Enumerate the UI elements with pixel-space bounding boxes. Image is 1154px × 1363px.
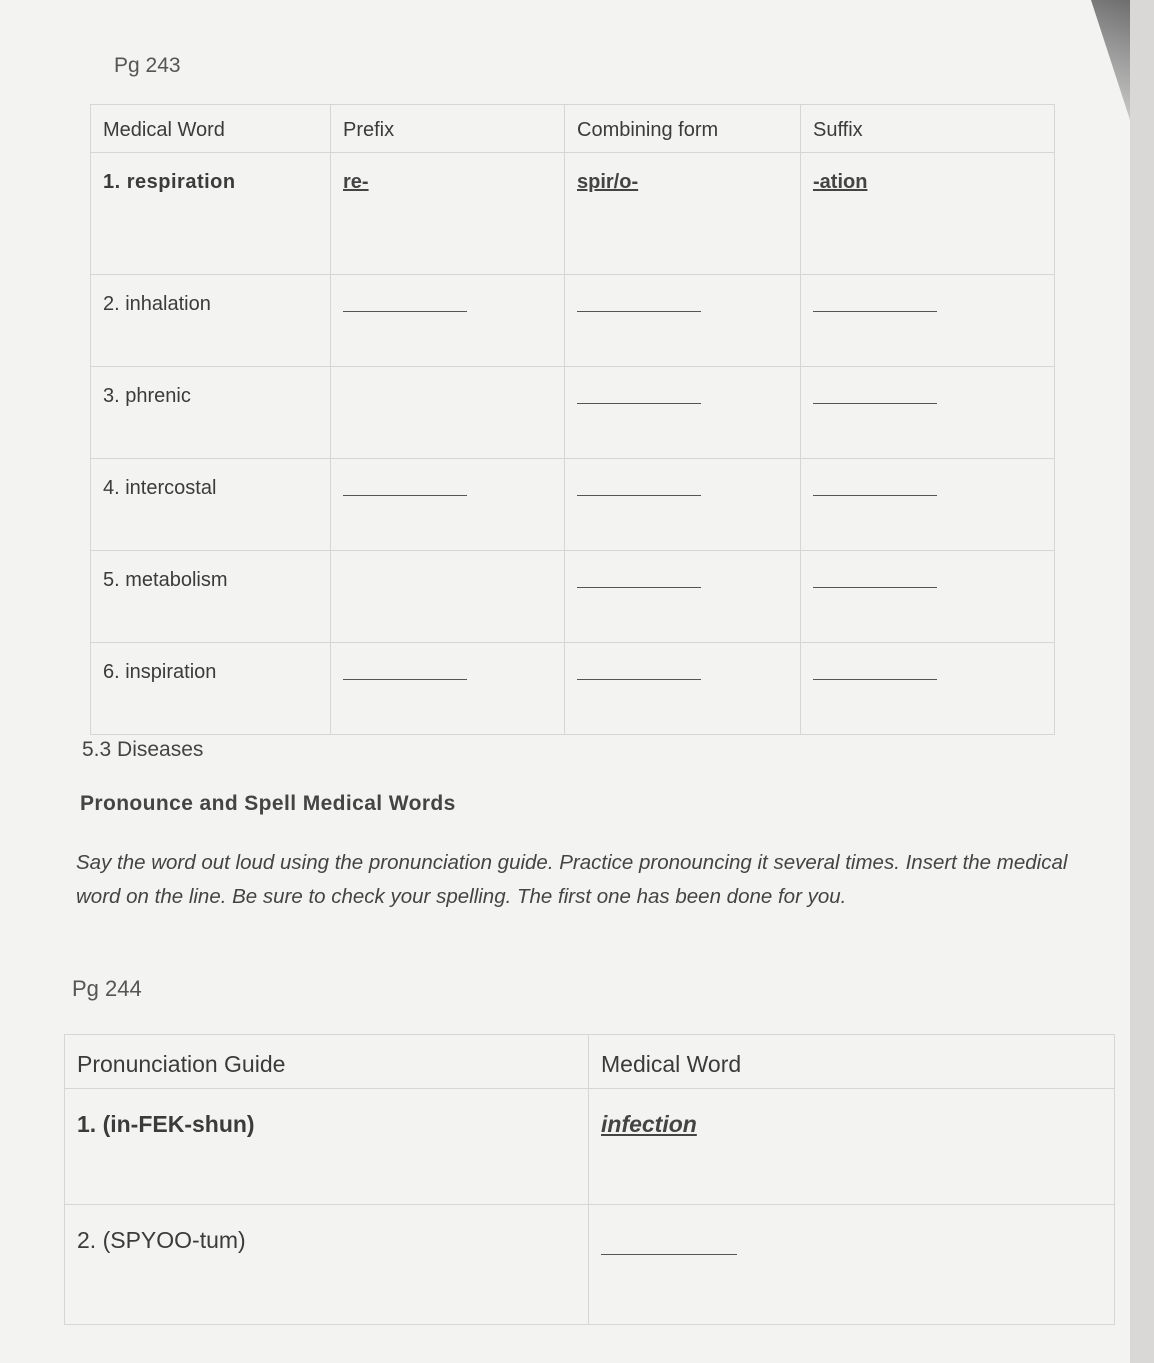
answer-blank-line[interactable] <box>601 1253 737 1255</box>
combining-answer-cell[interactable] <box>565 459 801 551</box>
answer-blank-line[interactable] <box>813 678 937 680</box>
prefix-empty-cell <box>331 551 565 643</box>
answer-blank-line[interactable] <box>343 310 467 312</box>
table-row <box>65 1205 1115 1325</box>
medical-word: 1. respiration <box>103 171 236 193</box>
table-row <box>91 275 1055 367</box>
medical-word-cell <box>91 367 331 459</box>
answer-blank-line[interactable] <box>813 586 937 588</box>
suffix-answer-cell[interactable] <box>801 275 1055 367</box>
combining-answer: spir/o- <box>577 171 639 193</box>
medical-word-cell <box>91 153 331 275</box>
suffix-answer-cell[interactable] <box>801 643 1055 735</box>
medical-word-cell <box>91 459 331 551</box>
column-header: Suffix <box>801 105 1055 153</box>
section-heading: 5.3 Diseases <box>82 738 204 761</box>
medical-word: 2. inhalation <box>103 293 211 315</box>
answer-blank-line[interactable] <box>577 586 701 588</box>
medical-word-answer-cell[interactable] <box>589 1205 1115 1325</box>
medical-word: 5. metabolism <box>103 569 228 591</box>
medical-word-cell <box>589 1089 1115 1205</box>
page-label-243: Pg 243 <box>114 54 181 77</box>
prefix-answer-cell[interactable] <box>331 459 565 551</box>
word-parts-table <box>90 104 1055 735</box>
column-header: Medical Word <box>91 105 331 153</box>
table-header-row <box>65 1035 1115 1089</box>
table-header-row <box>91 105 1055 153</box>
page-label-244: Pg 244 <box>72 976 142 1001</box>
answer-blank-line[interactable] <box>577 402 701 404</box>
answer-blank-line[interactable] <box>577 310 701 312</box>
medical-word: 6. inspiration <box>103 661 217 683</box>
combining-answer-cell[interactable] <box>565 643 801 735</box>
subsection-title: Pronounce and Spell Medical Words <box>80 792 456 815</box>
medical-word-cell <box>91 643 331 735</box>
prefix-answer-cell[interactable] <box>331 643 565 735</box>
instructions-text: Say the word out loud using the pronunciation guide. Practice pronouncing it several times. Insert the medical word on the line. Be sure to check your spelling. The first one has been done for you. <box>76 851 1068 908</box>
answer-blank-line[interactable] <box>813 494 937 496</box>
answer-blank-line[interactable] <box>343 678 467 680</box>
pronunciation-cell <box>65 1089 589 1205</box>
prefix-answer: re- <box>343 171 369 193</box>
combining-answer-cell[interactable] <box>565 367 801 459</box>
medical-word: 3. phrenic <box>103 385 191 407</box>
column-header: Combining form <box>565 105 801 153</box>
pronunciation-cell <box>65 1205 589 1325</box>
pronunciation-guide: 2. (SPYOO-tum) <box>77 1227 246 1253</box>
page-corner-shadow <box>1070 0 1130 120</box>
column-header: Prefix <box>331 105 565 153</box>
answer-blank-line[interactable] <box>813 310 937 312</box>
prefix-answer-cell <box>331 153 565 275</box>
medical-word: 4. intercostal <box>103 477 217 499</box>
medical-word-answer: infection <box>601 1111 697 1137</box>
suffix-answer: -ation <box>813 171 868 193</box>
suffix-answer-cell[interactable] <box>801 459 1055 551</box>
suffix-answer-cell <box>801 153 1055 275</box>
combining-answer-cell[interactable] <box>565 551 801 643</box>
answer-blank-line[interactable] <box>577 494 701 496</box>
medical-word-cell <box>91 551 331 643</box>
column-header: Pronunciation Guide <box>65 1035 589 1089</box>
combining-answer-cell[interactable] <box>565 275 801 367</box>
prefix-answer-cell[interactable] <box>331 275 565 367</box>
medical-word-cell <box>91 275 331 367</box>
table-row <box>65 1089 1115 1205</box>
table-row <box>91 551 1055 643</box>
answer-blank-line[interactable] <box>577 678 701 680</box>
pronunciation-table <box>64 1034 1115 1325</box>
table-row <box>91 367 1055 459</box>
combining-answer-cell <box>565 153 801 275</box>
prefix-empty-cell <box>331 367 565 459</box>
table-row <box>91 153 1055 275</box>
column-header: Medical Word <box>589 1035 1115 1089</box>
table-row <box>91 459 1055 551</box>
suffix-answer-cell[interactable] <box>801 367 1055 459</box>
pronunciation-guide: 1. (in-FEK-shun) <box>77 1111 255 1137</box>
table-row <box>91 643 1055 735</box>
answer-blank-line[interactable] <box>813 402 937 404</box>
suffix-answer-cell[interactable] <box>801 551 1055 643</box>
answer-blank-line[interactable] <box>343 494 467 496</box>
